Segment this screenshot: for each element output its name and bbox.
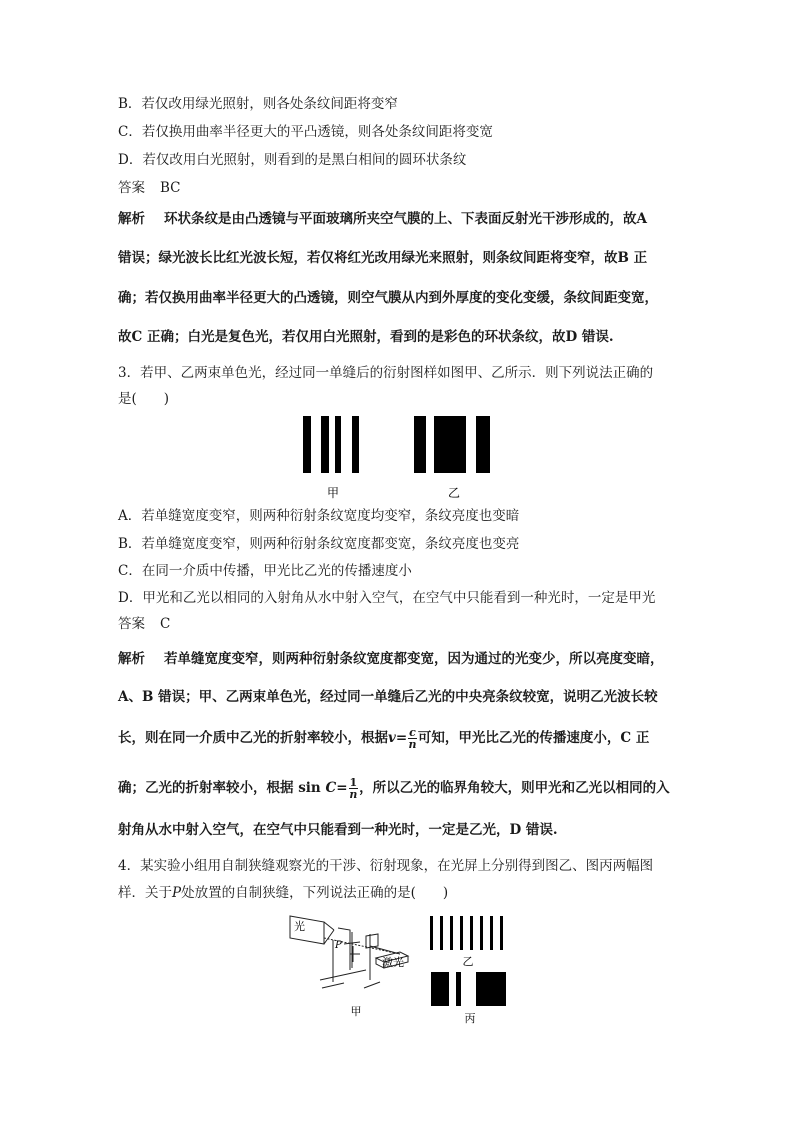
q2-option-c: C．若仅换用曲率半径更大的平凸透镜，则各处条纹间距将变宽: [118, 124, 493, 140]
analysis-label: 解析: [118, 211, 145, 227]
q4-stem-line-1: 4．某实验小组用自制狭缝观察光的干涉、衍射现象，在光屏上分别得到图乙、图丙两幅图: [118, 858, 654, 874]
q2-answer: [118, 179, 181, 197]
q2-analysis-line-4: 故C 正确；白光是复色光，若仅用白光照射，看到的是彩色的环状条纹，故D 错误.: [118, 329, 614, 345]
pattern-yi: [430, 916, 503, 950]
laser-label: 激光: [382, 956, 404, 969]
analysis-text: 确；乙光的折射率较小，根据 sin: [118, 780, 326, 796]
pattern-jia: [303, 416, 359, 473]
analysis-text: 可知，甲光比乙光的传播速度小，C 正: [417, 730, 650, 746]
q3-answer: [118, 615, 170, 633]
fraction-c-over-n: [408, 727, 417, 750]
math-c: C: [325, 780, 337, 796]
analysis-label: 解析: [118, 651, 145, 667]
denominator: n: [349, 788, 358, 801]
q3-option-a: A．若单缝宽度变窄，则两种衍射条纹宽度均变窄，条纹亮度也变暗: [118, 508, 520, 524]
answer-label: 答案: [118, 180, 145, 196]
q2-option-d: D．若仅改用白光照射，则看到的是黑白相间的圆环状条纹: [118, 152, 467, 168]
answer-value: C: [160, 616, 171, 632]
figure-label-bing: 丙: [464, 1012, 476, 1025]
analysis-text: 长，则在同一介质中乙光的折射率较小，根据: [118, 730, 388, 746]
pattern-yi: [414, 416, 490, 473]
q2-analysis-line-2: 错误；绿光波长比红光波长短，若仅将红光改用绿光来照射，则条纹间距将变窄，故B 正: [118, 250, 648, 266]
math-equals: =: [395, 730, 408, 746]
q3-analysis-line-5: 射角从水中射入空气，在空气中只能看到一种光时，一定是乙光，D 错误.: [118, 822, 558, 838]
numerator: 1: [349, 776, 358, 789]
q3-analysis-line-4: [118, 777, 670, 800]
numerator: c: [409, 726, 416, 739]
analysis-text: 环状条纹是由凸透镜与平面玻璃所夹空气膜的上、下表面反射光干涉形成的，故A: [164, 211, 647, 227]
answer-label: 答案: [118, 616, 145, 632]
q3-stem-line-1: 3．若甲、乙两束单色光，经过同一单缝后的衍射图样如图甲、乙所示．则下列说法正确的: [118, 365, 654, 381]
figure-label-yi: 乙: [462, 955, 474, 968]
experiment-figure: [280, 910, 520, 1025]
q3-analysis-line-1: [118, 650, 664, 668]
analysis-text: 若单缝宽度变窄，则两种衍射条纹宽度都变宽，因为通过的光变少，所以亮度变暗，: [164, 651, 664, 667]
analysis-text: ，所以乙光的临界角较大，则甲光和乙光以相同的入: [359, 780, 670, 796]
fraction-1-over-n: [349, 777, 359, 800]
q3-option-d: D．甲光和乙光以相同的入射角从水中射入空气，在空气中只能看到一种光时，一定是甲光: [118, 590, 656, 606]
apparatus-drawing: [290, 916, 408, 988]
figure-label-yi: 乙: [447, 486, 461, 500]
q3-analysis-line-3: [118, 727, 649, 750]
q3-option-b: B．若单缝宽度变窄，则两种衍射条纹宽度都变宽，条纹亮度也变亮: [118, 536, 520, 552]
figure-label-jia: 甲: [326, 486, 340, 500]
q4-stem-line-2: [118, 884, 448, 902]
slit-label-p: P: [335, 940, 342, 951]
q2-analysis-line-3: 确；若仅换用曲率半径更大的凸透镜，则空气膜从内到外厚度的变化变缓，条纹间距变宽，: [118, 290, 658, 306]
math-equals: =: [336, 780, 348, 796]
q2-option-b: B．若仅改用绿光照射，则各处条纹间距将变窄: [118, 96, 398, 112]
answer-value: BC: [160, 180, 181, 196]
q3-stem-line-2: 是( ): [118, 391, 170, 407]
math-v: v: [388, 730, 396, 746]
stem-text: 处放置的自制狭缝，下列说法正确的是( ): [181, 885, 449, 901]
diffraction-figure: [290, 410, 510, 502]
math-p: P: [172, 885, 182, 901]
figure-label-jia: 甲: [350, 1005, 362, 1018]
q2-analysis-line-1: [118, 210, 647, 228]
screen-label: 光: [294, 920, 305, 933]
denominator: n: [408, 738, 417, 751]
pattern-bing: [431, 972, 506, 1006]
q3-option-c: C．在同一介质中传播，甲光比乙光的传播速度小: [118, 563, 412, 579]
stem-text: 样．关于: [118, 885, 172, 901]
q3-analysis-line-2: A、B 错误；甲、乙两束单色光，经过同一单缝后乙光的中央亮条纹较宽，说明乙光波长较: [118, 689, 658, 705]
